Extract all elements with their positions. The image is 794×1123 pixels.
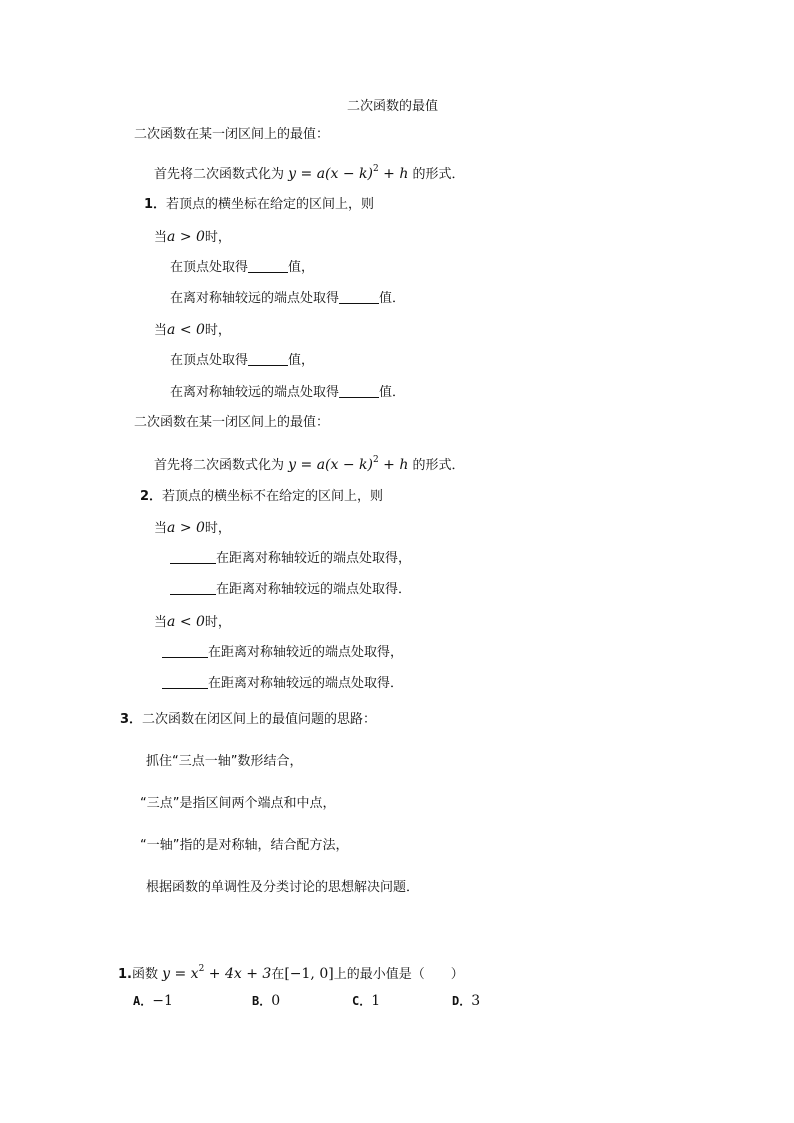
vertex-form-formula: $y = a(x - k)^2 + h$	[288, 164, 409, 182]
text: 在距离对称轴较远的端点处取得．	[208, 676, 404, 691]
option-value: 0	[271, 993, 281, 1009]
answer-blank[interactable]	[170, 581, 216, 595]
text: 在距离对称轴较近的端点处取得，	[216, 551, 412, 566]
text: 值，	[288, 353, 315, 368]
text: 在顶点处取得	[170, 353, 249, 368]
case-suffix: 时，	[204, 615, 231, 630]
case-label: 当	[154, 323, 168, 338]
page-title: 二次函数的最值	[347, 99, 439, 114]
text: 值．	[379, 291, 406, 306]
answer-blank[interactable]	[162, 644, 208, 658]
case-label: 当	[154, 615, 168, 630]
section3-line3: “一轴”指的是对称轴，结合配方法，	[140, 838, 349, 853]
question-post: 上的最小值是（ ）	[333, 967, 464, 982]
question-stem	[118, 960, 464, 984]
section1-item-num: 1．	[144, 197, 167, 212]
option-value: −1	[152, 993, 173, 1009]
section1-neg-line1	[170, 352, 314, 370]
answer-blank[interactable]	[248, 259, 288, 273]
option-label: C．	[352, 994, 372, 1008]
question-mid: 在	[271, 967, 285, 982]
section1-intro	[154, 160, 465, 184]
option-label: B．	[252, 994, 272, 1008]
text: 值，	[288, 260, 315, 275]
text: 在离对称轴较远的端点处取得	[170, 385, 340, 400]
section3-item-num: 3．	[120, 712, 143, 727]
section3-line1: 抓住“三点一轴”数形结合，	[146, 754, 303, 769]
section1-case-pos	[154, 228, 231, 247]
option-c[interactable]	[352, 992, 380, 1011]
section1-item-text: 若顶点的横坐标在给定的区间上，则	[166, 197, 375, 212]
section2-pos-line2	[170, 581, 411, 599]
case-suffix: 时，	[204, 521, 231, 536]
condition: a > 0	[167, 229, 205, 245]
answer-blank[interactable]	[339, 290, 379, 304]
vertex-form-formula: $y = a(x - k)^2 + h$	[288, 455, 409, 473]
question-number: 1.	[118, 967, 132, 982]
text: 在距离对称轴较近的端点处取得，	[208, 645, 404, 660]
text: 值．	[379, 385, 406, 400]
option-d[interactable]	[452, 992, 480, 1011]
option-a[interactable]	[133, 992, 173, 1011]
condition: a > 0	[167, 520, 205, 536]
section1-intro-post: 的形式．	[412, 167, 465, 182]
case-label: 当	[154, 230, 168, 245]
section2-case-pos	[154, 519, 231, 538]
section2-neg-line1	[162, 644, 403, 662]
section2-intro-pre: 首先将二次函数式化为	[154, 458, 285, 473]
text: 在顶点处取得	[170, 260, 249, 275]
answer-blank[interactable]	[170, 550, 216, 564]
section2-pos-line1	[170, 550, 411, 568]
section2-item	[140, 488, 383, 506]
condition: a < 0	[167, 614, 205, 630]
case-suffix: 时，	[204, 323, 231, 338]
section2-neg-line2	[162, 675, 403, 693]
question-function: $y = x^2 + 4x + 3$	[162, 964, 272, 982]
section2-intro	[154, 451, 465, 475]
text: 在离对称轴较远的端点处取得	[170, 291, 340, 306]
section1-intro-pre: 首先将二次函数式化为	[154, 167, 285, 182]
section3-heading	[120, 711, 376, 729]
option-value: 1	[371, 993, 381, 1009]
option-value: 3	[471, 993, 481, 1009]
text: 在距离对称轴较远的端点处取得．	[216, 582, 412, 597]
section2-item-text: 若顶点的横坐标不在给定的区间上，则	[162, 489, 384, 504]
answer-blank[interactable]	[162, 675, 208, 689]
section3-line2: “三点”是指区间两个端点和中点，	[140, 796, 336, 811]
section2-heading: 二次函数在某一闭区间上的最值：	[134, 415, 330, 430]
section1-pos-line1	[170, 259, 314, 277]
option-b[interactable]	[252, 992, 280, 1011]
answer-blank[interactable]	[248, 352, 288, 366]
section2-item-num: 2．	[140, 489, 163, 504]
section1-neg-line2	[170, 384, 405, 402]
section3-heading-text: 二次函数在闭区间上的最值问题的思路：	[142, 712, 377, 727]
section2-intro-post: 的形式．	[412, 458, 465, 473]
option-label: A．	[133, 994, 153, 1008]
answer-blank[interactable]	[339, 384, 379, 398]
section2-case-neg	[154, 613, 231, 632]
condition: a < 0	[167, 322, 205, 338]
question-interval: [−1, 0]	[284, 966, 334, 982]
question-pre: 函数	[131, 967, 158, 982]
section1-heading: 二次函数在某一闭区间上的最值：	[134, 127, 330, 142]
section1-item	[144, 196, 374, 214]
section3-line4: 根据函数的单调性及分类讨论的思想解决问题．	[146, 880, 420, 895]
section1-case-neg	[154, 321, 231, 340]
case-suffix: 时，	[204, 230, 231, 245]
option-label: D．	[452, 994, 472, 1008]
case-label: 当	[154, 521, 168, 536]
section1-pos-line2	[170, 290, 405, 308]
